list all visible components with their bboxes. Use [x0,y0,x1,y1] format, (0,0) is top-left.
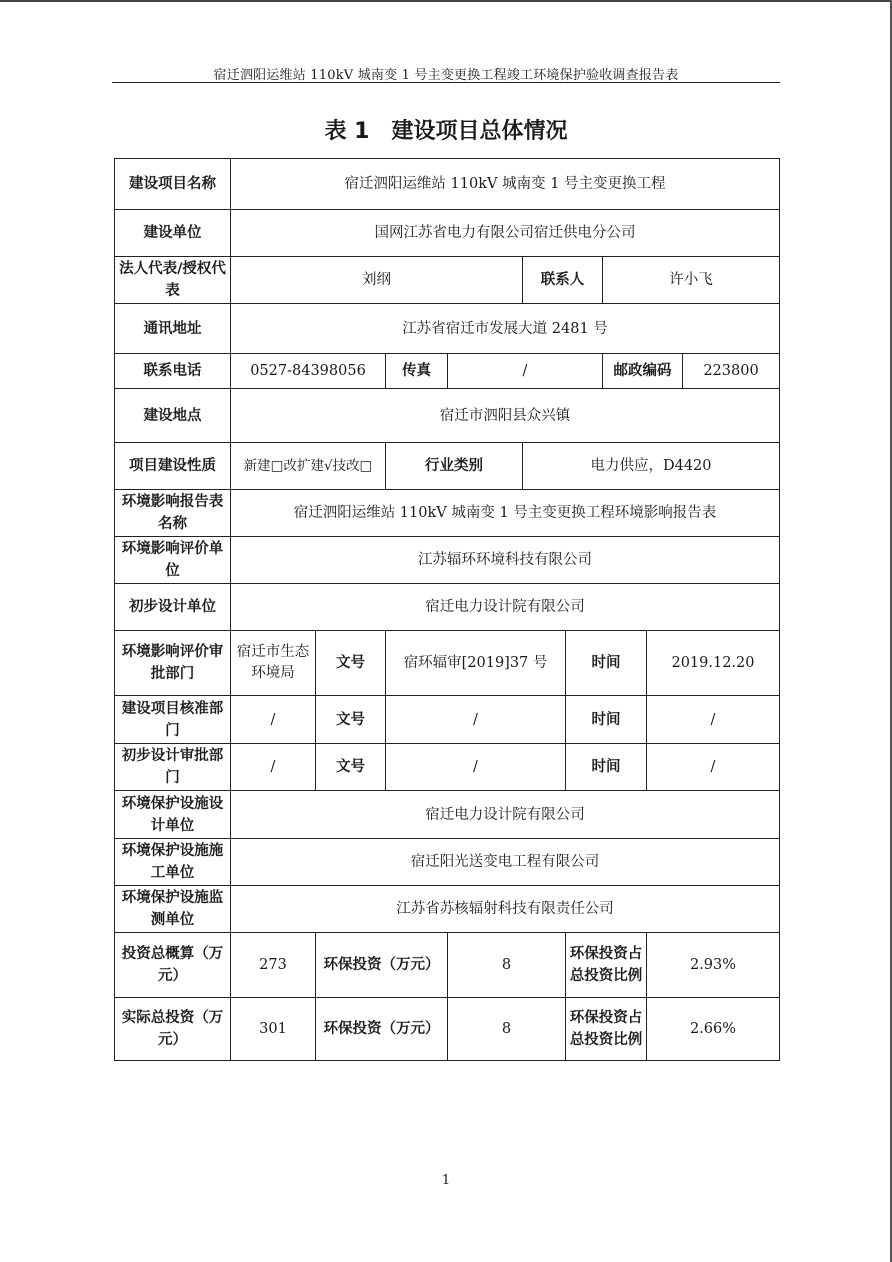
label-env-design-unit: 环境保护设施设计单位 [115,791,231,839]
label-legal-representative: 法人代表/授权代表 [115,257,231,304]
table-row [115,159,780,210]
value-time: / [647,744,780,791]
label-env-investment: 环保投资（万元） [316,998,448,1061]
running-header: 宿迁泗阳运维站 110kV 城南变 1 号主变更换工程竣工环境保护验收调查报告表 [213,68,679,83]
label-doc-number: 文号 [316,631,386,696]
label-time: 时间 [566,631,647,696]
value-time: / [647,696,780,744]
value-design-unit: 宿迁电力设计院有限公司 [231,584,780,631]
table-number: 表 1 [324,119,370,144]
value-eia-unit: 江苏辐环环境科技有限公司 [231,537,780,584]
value-address: 江苏省宿迁市发展大道 2481 号 [231,304,780,354]
label-design-approval-dept: 初步设计审批部门 [115,744,231,791]
label-eia-unit: 环境影响评价单位 [115,537,231,584]
table-row [115,631,780,696]
label-location: 建设地点 [115,389,231,443]
value-legal-representative: 刘纲 [231,257,523,304]
label-eia-approval-dept: 环境影响评价审批部门 [115,631,231,696]
label-design-unit: 初步设计单位 [115,584,231,631]
table-row [115,389,780,443]
label-postal-code: 邮政编码 [603,354,683,389]
value-env-investment: 8 [448,933,566,998]
value-report-name: 宿迁泗阳运维站 110kV 城南变 1 号主变更换工程环境影响报告表 [231,490,780,537]
value-construction-unit: 国网江苏省电力有限公司宿迁供电分公司 [231,210,780,257]
value-env-ratio: 2.66% [647,998,780,1061]
value-contact-person: 许小飞 [603,257,780,304]
value-project-approval-dept: / [231,696,316,744]
label-doc-number: 文号 [316,696,386,744]
value-env-construction-unit: 宿迁阳光送变电工程有限公司 [231,839,780,886]
table-row [115,696,780,744]
table-row [115,490,780,537]
value-location: 宿迁市泗阳县众兴镇 [231,389,780,443]
value-phone: 0527-84398056 [231,354,386,389]
label-env-ratio: 环保投资占总投资比例 [566,998,647,1061]
label-project-approval-dept: 建设项目核准部门 [115,696,231,744]
label-time: 时间 [566,744,647,791]
value-env-investment: 8 [448,998,566,1061]
value-env-ratio: 2.93% [647,933,780,998]
label-industry: 行业类别 [386,443,523,490]
label-report-name: 环境影响报告表名称 [115,490,231,537]
table-row [115,886,780,933]
value-fax: / [448,354,603,389]
label-budget-total: 投资总概算（万元） [115,933,231,998]
label-env-construction-unit: 环境保护设施施工单位 [115,839,231,886]
table-row [115,998,780,1061]
value-env-design-unit: 宿迁电力设计院有限公司 [231,791,780,839]
table-title [112,114,780,145]
label-time: 时间 [566,696,647,744]
page-top-edge [0,0,892,2]
table-row [115,791,780,839]
table-row [115,210,780,257]
label-env-investment: 环保投资（万元） [316,933,448,998]
table-row [115,537,780,584]
table-row [115,584,780,631]
label-construction-unit: 建设单位 [115,210,231,257]
value-doc-number: / [386,696,566,744]
value-project-name: 宿迁泗阳运维站 110kV 城南变 1 号主变更换工程 [231,159,780,210]
value-time: 2019.12.20 [647,631,780,696]
value-postal-code: 223800 [683,354,780,389]
value-design-approval-dept: / [231,744,316,791]
table-row [115,257,780,304]
label-doc-number: 文号 [316,744,386,791]
value-doc-number: / [386,744,566,791]
value-eia-approval-dept: 宿迁市生态环境局 [231,631,316,696]
table-row [115,443,780,490]
label-project-nature: 项目建设性质 [115,443,231,490]
value-doc-number: 宿环辐审[2019]37 号 [386,631,566,696]
label-project-name: 建设项目名称 [115,159,231,210]
value-budget-total: 273 [231,933,316,998]
table-title-text: 建设项目总体情况 [391,119,568,144]
label-env-ratio: 环保投资占总投资比例 [566,933,647,998]
project-overview-table [114,158,780,1061]
value-env-monitoring-unit: 江苏省苏核辐射科技有限责任公司 [231,886,780,933]
value-industry: 电力供应，D4420 [523,443,780,490]
label-fax: 传真 [386,354,448,389]
value-actual-total: 301 [231,998,316,1061]
label-contact-person: 联系人 [523,257,603,304]
table-row [115,839,780,886]
label-actual-total: 实际总投资（万元） [115,998,231,1061]
label-address: 通讯地址 [115,304,231,354]
table-row [115,304,780,354]
value-project-nature: 新建□改扩建√技改□ [231,443,386,490]
table-row [115,354,780,389]
page-number: 1 [441,1173,451,1188]
label-phone: 联系电话 [115,354,231,389]
header-rule [112,82,780,83]
label-env-monitoring-unit: 环境保护设施监测单位 [115,886,231,933]
table-row [115,933,780,998]
table-row [115,744,780,791]
